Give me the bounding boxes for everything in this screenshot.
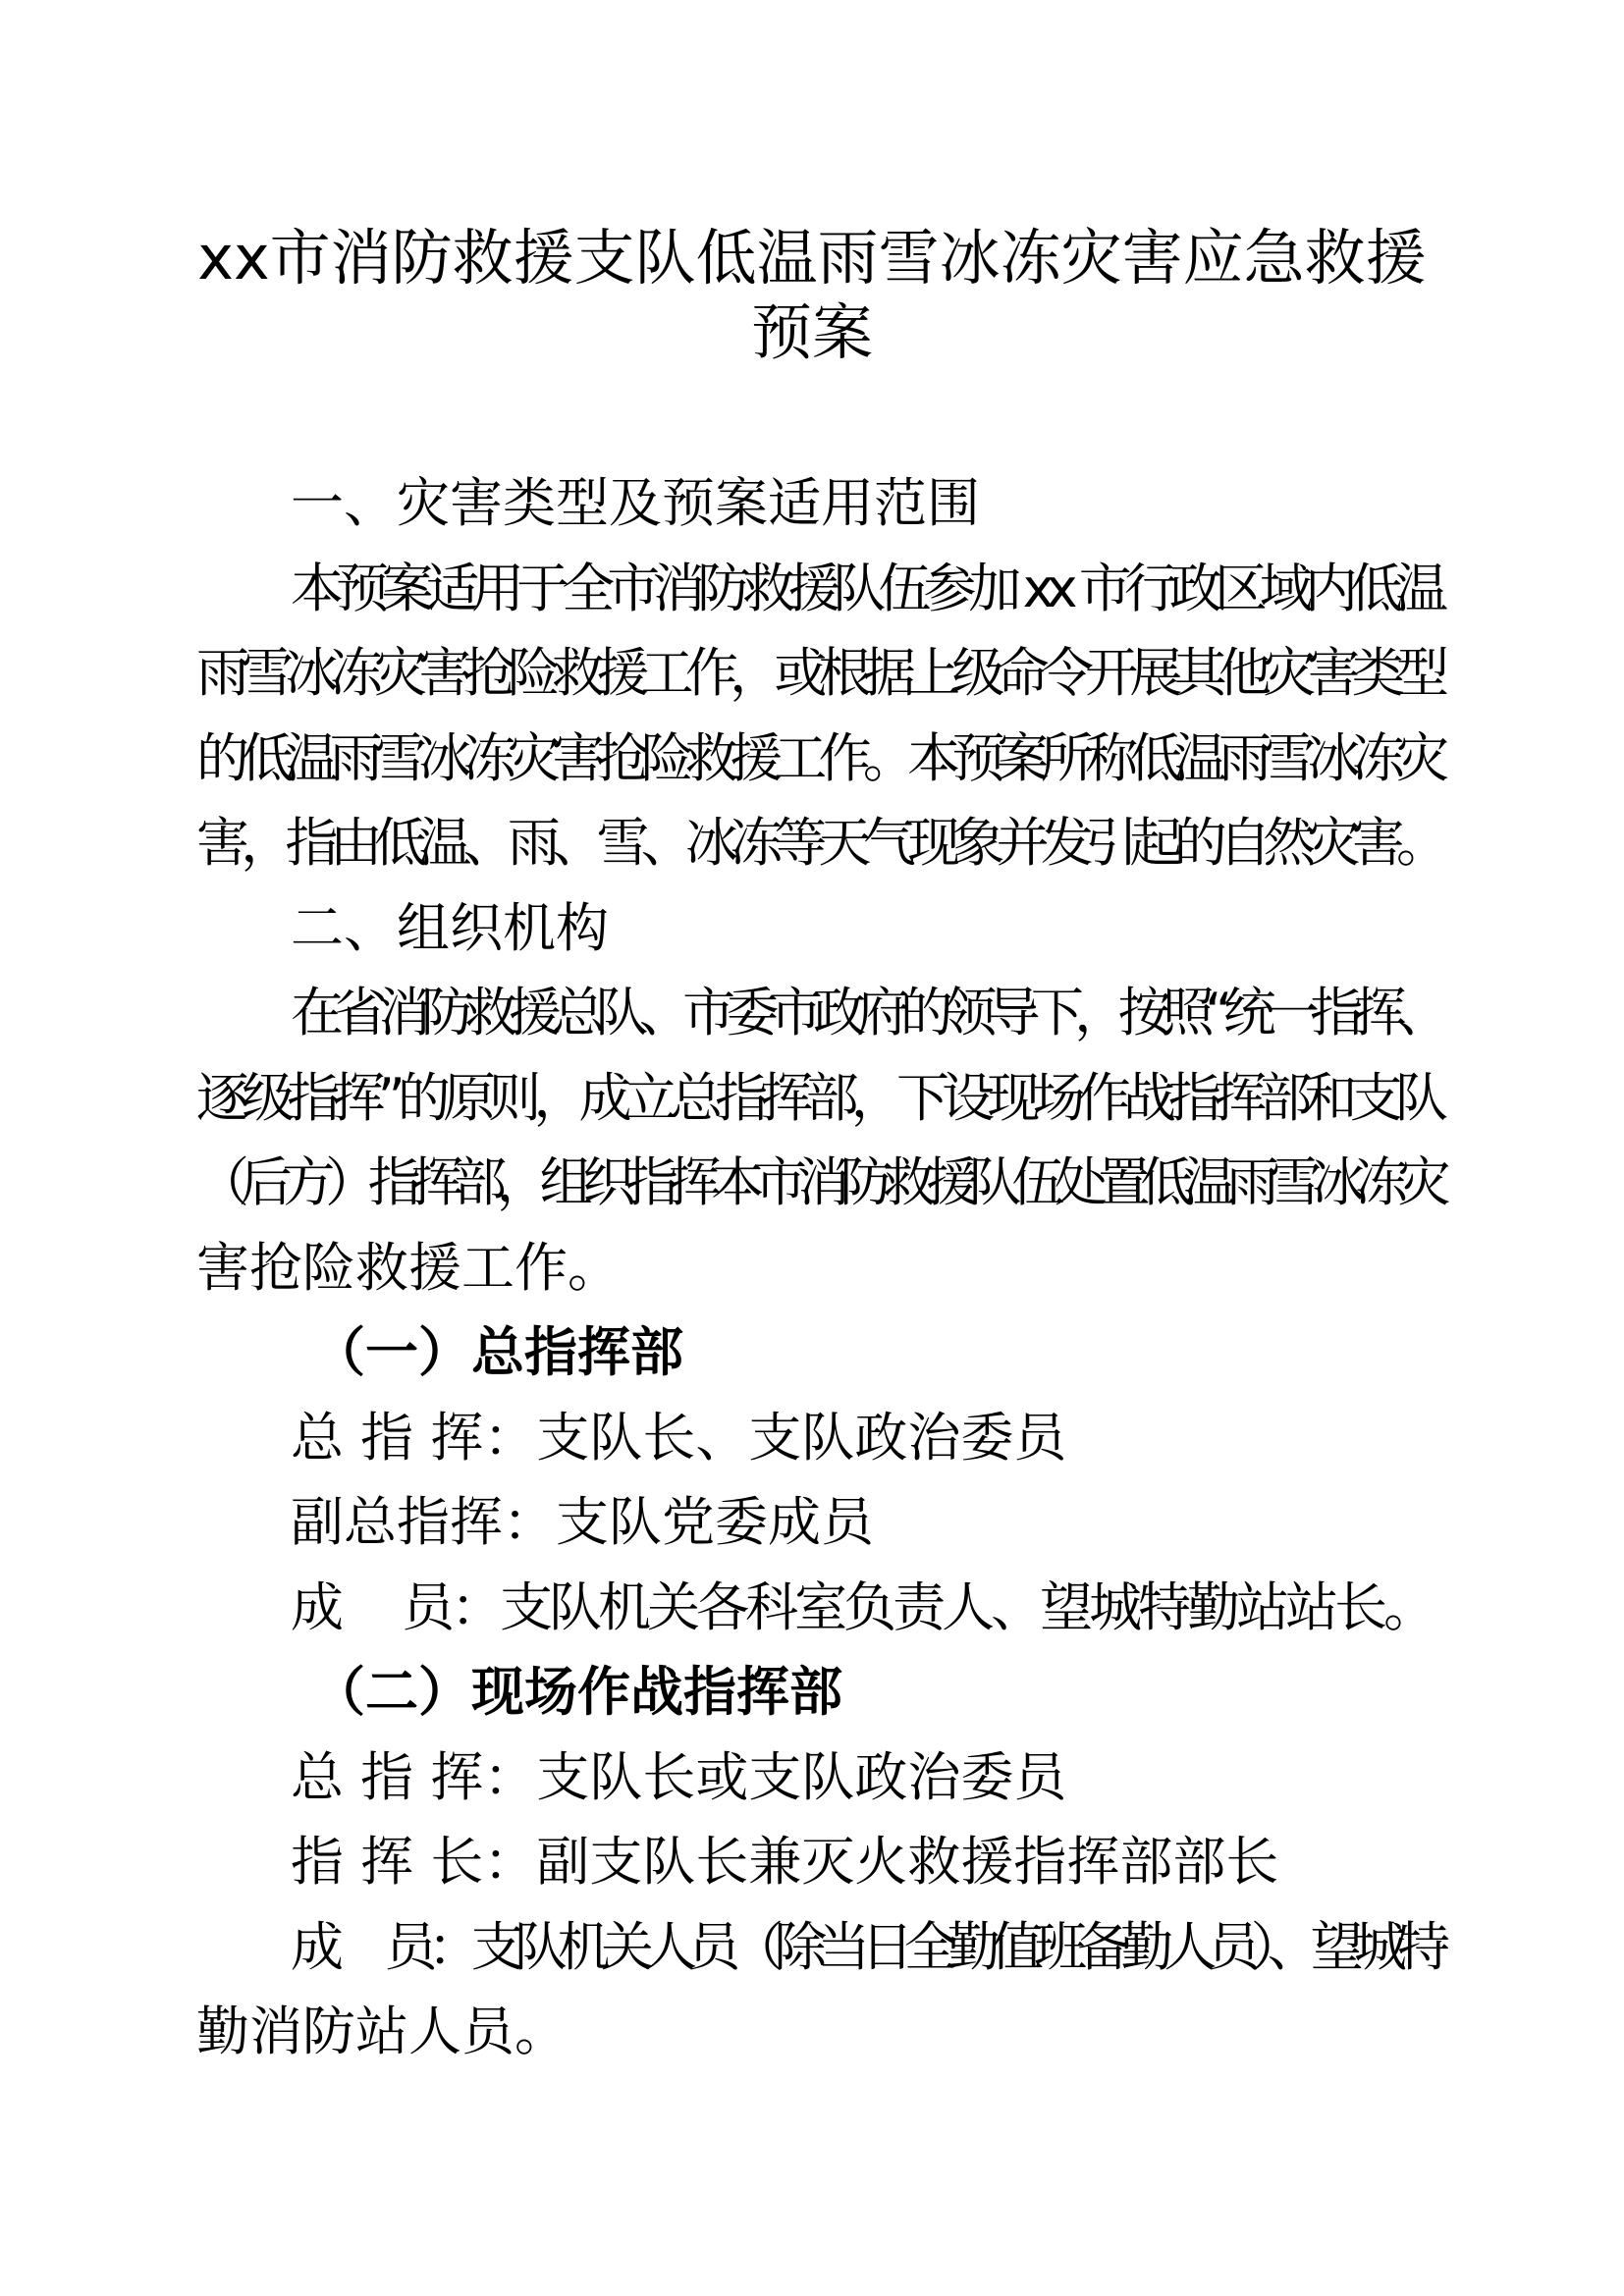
- section-heading-1: 一、灾害类型及预案适用范围: [291, 472, 980, 534]
- paragraph-line: 在省消防救援总队、市委市政府的领导下，按照“统一指挥、: [291, 982, 1440, 1043]
- paragraph-line: 本预案适用于全市消防救援队伍参加 xx 市行政区域内低温: [291, 557, 1440, 619]
- document-title: [147, 221, 1477, 370]
- title-line-2: 预案: [750, 296, 873, 368]
- section-heading-2: 二、组织机构: [291, 896, 609, 959]
- paragraph-line: 害抢险救援工作。: [196, 1236, 621, 1299]
- paragraph-line: （后方）指挥部，组织指挥本市消防救援队伍处置低温雨雪冰冻灾: [196, 1151, 1440, 1213]
- paragraph-line: 逐级指挥”的原则，成立总指挥部，下设现场作战指挥部和支队: [196, 1066, 1440, 1129]
- title-line-1: xx市消防救援支队低温雨雪冰冻灾害应急救援: [197, 222, 1427, 294]
- role-line: 指 挥 长：副支队长兼灭火救援指挥部部长: [291, 1831, 1279, 1893]
- role-line: 总 指 挥：支队长或支队政治委员: [291, 1745, 1067, 1808]
- role-line: 成 员：支队机关人员（除当日全勤值班备勤人员）、望城特: [291, 1915, 1440, 1978]
- paragraph-line: 的低温雨雪冰冻灾害抢险救援工作。本预案所称低温雨雪冰冻灾: [196, 726, 1440, 789]
- paragraph-line: 雨雪冰冻灾害抢险救援工作，或根据上级命令开展其他灾害类型: [196, 642, 1440, 704]
- paragraph-line: 害，指由低温、雨、雪、冰冻等天气现象并发引起的自然灾害。: [196, 812, 1440, 874]
- document-body: [196, 461, 1440, 2075]
- role-line: 勤消防站人员。: [196, 2001, 568, 2062]
- role-line: 成 员：支队机关各科室负责人、望城特勤站站长。: [291, 1575, 1434, 1638]
- role-line: 总 指 挥：支队长、支队政治委员: [291, 1406, 1067, 1468]
- role-line: 副总指挥：支队党委成员: [291, 1491, 874, 1553]
- subsection-heading-1: （一）总指挥部: [312, 1321, 683, 1383]
- subsection-heading-2: （二）现场作战指挥部: [312, 1661, 842, 1723]
